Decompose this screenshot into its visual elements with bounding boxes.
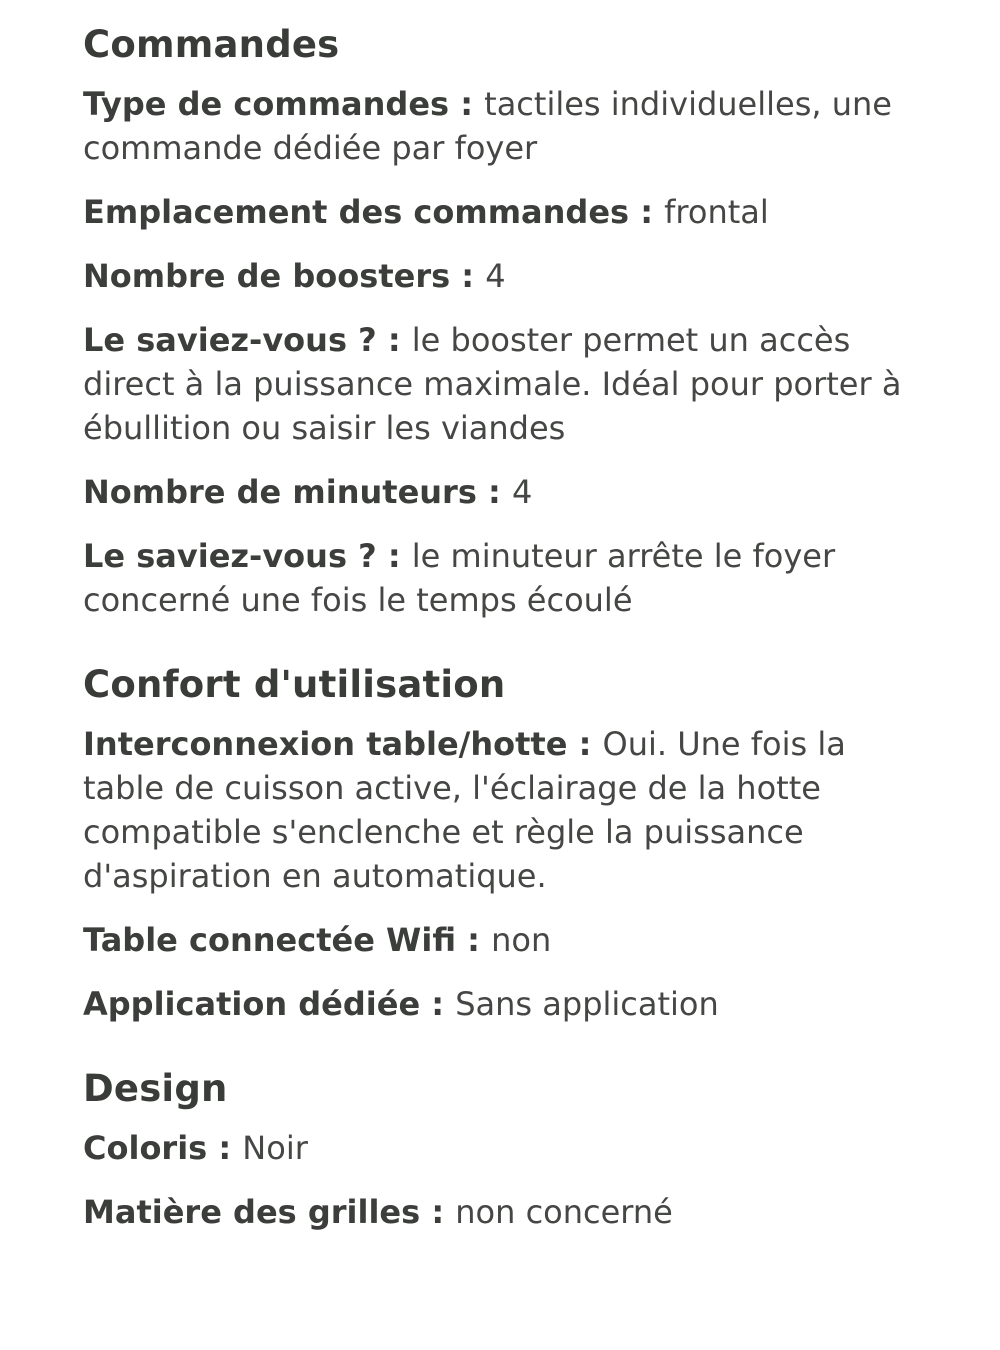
spec-value: Oui. Une fois la table de cuisson active, l'éclairage de la hotte compatible s'enclenche et règle la puissance d'aspiration en automatique. <box>83 725 846 895</box>
spec-interconnexion-table-hotte <box>83 722 920 898</box>
spec-separator: : <box>376 537 412 575</box>
spec-label: Type de commandes <box>83 85 450 123</box>
spec-label: Table connectée Wifi <box>83 921 457 959</box>
spec-le-saviez-vous-minuteur <box>83 534 920 622</box>
spec-separator: : <box>376 321 412 359</box>
spec-label: Coloris <box>83 1129 208 1167</box>
spec-le-saviez-vous-booster <box>83 318 920 450</box>
spec-emplacement-des-commandes <box>83 190 920 234</box>
section-title: Commandes <box>83 23 340 66</box>
spec-separator: : <box>567 725 603 763</box>
section-commandes <box>83 22 920 622</box>
spec-label: Nombre de boosters <box>83 257 451 295</box>
spec-table-connectee-wifi <box>83 918 920 962</box>
spec-matiere-des-grilles <box>83 1190 920 1234</box>
spec-label: Interconnexion table/hotte <box>83 725 568 763</box>
spec-separator: : <box>420 985 456 1023</box>
spec-value: le minuteur arrête le foyer concerné une fois le temps écoulé <box>83 537 836 619</box>
spec-separator: : <box>450 257 486 295</box>
spec-coloris <box>83 1126 920 1170</box>
spec-value: non concerné <box>455 1193 673 1231</box>
spec-separator: : <box>420 1193 456 1231</box>
spec-separator: : <box>449 85 485 123</box>
spec-application-dediee <box>83 982 920 1026</box>
spec-nombre-de-boosters <box>83 254 920 298</box>
spec-label: Emplacement des commandes <box>83 193 630 231</box>
spec-value: 4 <box>485 257 506 295</box>
spec-value: Noir <box>242 1129 308 1167</box>
section-title: Design <box>83 1067 228 1110</box>
section-title: Confort d'utilisation <box>83 663 506 706</box>
spec-value: non <box>491 921 552 959</box>
section-confort-utilisation <box>83 662 920 1026</box>
spec-value: frontal <box>664 193 769 231</box>
spec-label: Application dédiée <box>83 985 421 1023</box>
spec-value: tactiles individuelles, une commande dédiée par foyer <box>83 85 892 167</box>
spec-separator: : <box>629 193 665 231</box>
spec-value: Sans application <box>455 985 719 1023</box>
spec-value: 4 <box>511 473 533 511</box>
spec-type-de-commandes <box>83 82 920 170</box>
spec-label: Nombre de minuteurs <box>83 473 477 511</box>
spec-separator: : <box>456 921 492 959</box>
spec-nombre-de-minuteurs <box>83 470 920 514</box>
spec-separator: : <box>207 1129 243 1167</box>
spec-label: Matière des grilles <box>83 1193 421 1231</box>
spec-value: le booster permet un accès direct à la puissance maximale. Idéal pour porter à ébullition ou saisir les viandes <box>83 321 902 447</box>
section-design <box>83 1066 920 1234</box>
spec-separator: : <box>476 473 512 511</box>
spec-label: Le saviez-vous ? <box>83 321 377 359</box>
spec-label: Le saviez-vous ? <box>83 537 377 575</box>
